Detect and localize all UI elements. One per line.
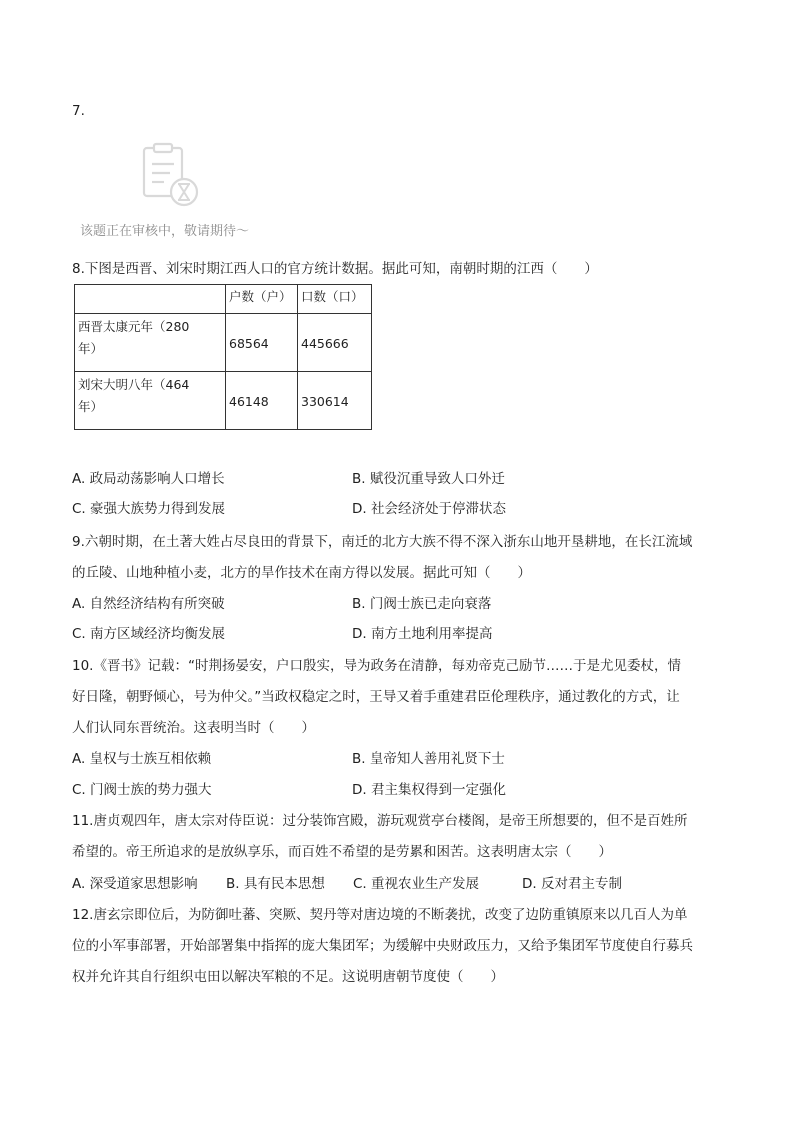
question-12-line: 位的小军事部署，开始部署集中指挥的庞大集团军；为缓解中央财政压力，又给予集团军节度使自行募兵 <box>72 938 693 954</box>
q10-option-b[interactable]: B. 皇帝知人善用礼贤下士 <box>352 751 505 767</box>
table-cell-period <box>75 314 226 372</box>
q8-option-a[interactable]: A. 政局动荡影响人口增长 <box>72 471 225 487</box>
period-line: 年） <box>78 341 104 356</box>
period-line: 年） <box>78 399 104 414</box>
q11-option-c[interactable]: C. 重视农业生产发展 <box>353 876 480 892</box>
table-cell-population: 445666 <box>298 314 372 372</box>
question-10-line: 10.《晋书》记载：“时荆扬晏安，户口殷实，导为政务在清静，每劝帝克己励节……于是尤见委杖，情 <box>72 658 681 674</box>
q9-option-a[interactable]: A. 自然经济结构有所突破 <box>72 596 225 612</box>
table-row <box>75 372 372 430</box>
question-9-line: 的丘陵、山地种植小麦，北方的旱作技术在南方得以发展。据此可知（ ） <box>72 565 531 581</box>
period-line: 刘宋大明八年（464 <box>78 377 190 392</box>
q10-option-c[interactable]: C. 门阀士族的势力强大 <box>72 782 212 798</box>
q8-option-c[interactable]: C. 豪强大族势力得到发展 <box>72 501 226 517</box>
q10-option-d[interactable]: D. 君主集权得到一定强化 <box>352 782 506 798</box>
question-11-line: 希望的。帝王所追求的是放纵享乐，而百姓不希望的是劳累和困苦。这表明唐太宗（ ） <box>72 844 612 860</box>
question-12-line: 权并允许其自行组织屯田以解决军粮的不足。这说明唐朝节度使（ ） <box>72 969 504 985</box>
question-10-line: 好日隆，朝野倾心，号为仲父。”当政权稳定之时，王导又着手重建君臣伦理秩序，通过教化的方式，让 <box>72 689 680 705</box>
question-11-line: 11.唐贞观四年，唐太宗对侍臣说：过分装饰宫殿，游玩观赏亭台楼阁，是帝王所想要的，但不是百姓所 <box>72 813 688 829</box>
q11-option-b[interactable]: B. 具有民本思想 <box>226 876 325 892</box>
table-header-cell: 户数（户） <box>226 285 298 314</box>
question-10-line: 人们认同东晋统治。这表明当时（ ） <box>72 720 315 736</box>
table-cell-period <box>75 372 226 430</box>
table-header-row <box>75 285 372 314</box>
table-cell-households: 68564 <box>226 314 298 372</box>
table-row <box>75 314 372 372</box>
table-header-cell <box>75 285 226 314</box>
question-9-line: 9.六朝时期，在土著大姓占尽良田的背景下，南迁的北方大族不得不深入浙东山地开垦耕地，在长江流域 <box>72 534 693 550</box>
question-8-stem: 8.下图是西晋、刘宋时期江西人口的官方统计数据。据此可知，南朝时期的江西（ ） <box>72 261 598 277</box>
question-7-placeholder <box>80 140 265 240</box>
q8-option-b[interactable]: B. 赋役沉重导致人口外迁 <box>352 471 505 487</box>
q11-option-d[interactable]: D. 反对君主专制 <box>522 876 622 892</box>
placeholder-text: 该题正在审核中，敬请期待～ <box>80 224 250 239</box>
period-line: 西晋太康元年（280 <box>78 319 190 334</box>
q10-option-a[interactable]: A. 皇权与士族互相依赖 <box>72 751 212 767</box>
question-7-number: 7. <box>72 103 85 119</box>
q9-option-d[interactable]: D. 南方土地利用率提高 <box>352 626 493 642</box>
q9-option-c[interactable]: C. 南方区域经济均衡发展 <box>72 626 226 642</box>
population-table <box>74 284 372 430</box>
question-12-line: 12.唐玄宗即位后，为防御吐蕃、突厥、契丹等对唐边境的不断袭扰，改变了边防重镇原来以几百人为单 <box>72 907 688 923</box>
table-cell-households: 46148 <box>226 372 298 430</box>
q9-option-b[interactable]: B. 门阀士族已走向衰落 <box>352 596 492 612</box>
table-header-cell: 口数（口） <box>298 285 372 314</box>
clipboard-hourglass-icon <box>140 142 206 208</box>
table-cell-population: 330614 <box>298 372 372 430</box>
q11-option-a[interactable]: A. 深受道家思想影响 <box>72 876 198 892</box>
q8-option-d[interactable]: D. 社会经济处于停滞状态 <box>352 501 506 517</box>
